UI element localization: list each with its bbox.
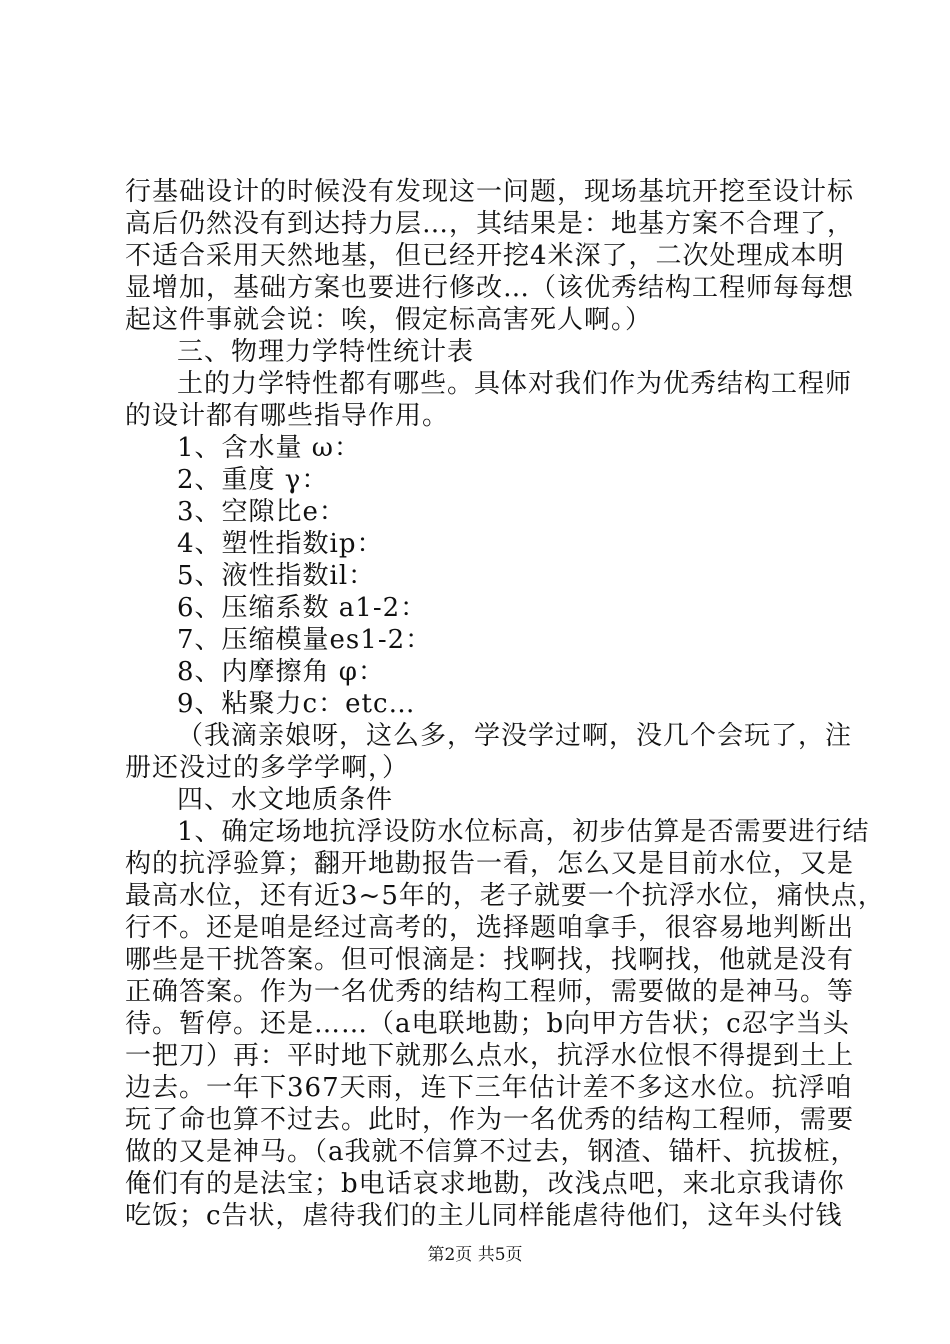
- paragraph-line: 显增加，基础方案也要进行修改…（该优秀结构工程师每每想: [125, 273, 855, 303]
- paragraph-line: 高后仍然没有到达持力层…，其结果是：地基方案不合理了，: [125, 209, 855, 239]
- list-item: 8、内摩擦角 φ：: [177, 657, 386, 687]
- section-heading: 四、水文地质条件: [177, 785, 394, 815]
- paragraph-line: 待。暂停。还是……（a电联地勘；b向甲方告状；c忍字当头: [125, 1009, 850, 1039]
- paragraph-line: （我滴亲娘呀，这么多，学没学过啊，没几个会玩了，注: [177, 721, 853, 751]
- paragraph-line: 册还没过的多学学啊，）: [125, 753, 410, 783]
- paragraph-line: 1、确定场地抗浮设防水位标高，初步估算是否需要进行结: [177, 817, 870, 847]
- list-item: 1、含水量 ω：: [177, 433, 362, 463]
- list-item: 7、压缩模量es1-2：: [177, 625, 433, 655]
- list-item: 4、塑性指数ip：: [177, 529, 384, 559]
- paragraph-line: 起这件事就会说：唉，假定标高害死人啊。）: [125, 305, 653, 335]
- paragraph-line: 吃饭；c告状，虐待我们的主儿同样能虐待他们，这年头付钱: [125, 1201, 843, 1231]
- paragraph-line: 最高水位，还有近3~5年的，老子就要一个抗浮水位，痛快点，: [125, 881, 885, 911]
- paragraph-line: 不适合采用天然地基，但已经开挖4米深了，二次处理成本明: [125, 241, 845, 271]
- paragraph-line: 哪些是干扰答案。但可恨滴是：找啊找，找啊找，他就是没有: [125, 945, 855, 975]
- paragraph-line: 俺们有的是法宝；b电话哀求地勘，改浅点吧，来北京我请你: [125, 1169, 845, 1199]
- list-item: 9、粘聚力c：etc…: [177, 689, 416, 719]
- page-number-footer: 第2页 共5页: [427, 1245, 523, 1265]
- paragraph-line: 行基础设计的时候没有发现这一问题，现场基坑开挖至设计标: [125, 177, 855, 207]
- paragraph-line: 土的力学特性都有哪些。具体对我们作为优秀结构工程师: [177, 369, 853, 399]
- paragraph-line: 的设计都有哪些指导作用。: [125, 401, 450, 431]
- section-heading: 三、物理力学特性统计表: [177, 337, 475, 367]
- paragraph-line: 玩了命也算不过去。此时，作为一名优秀的结构工程师，需要: [125, 1105, 855, 1135]
- paragraph-line: 构的抗浮验算；翻开地勘报告一看，怎么又是目前水位，又是: [125, 849, 855, 879]
- list-item: 6、压缩系数 a1-2：: [177, 593, 428, 623]
- list-item: 3、空隙比e：: [177, 497, 346, 527]
- paragraph-line: 一把刀）再：平时地下就那么点水，抗浮水位恨不得提到土上: [125, 1041, 855, 1071]
- list-item: 2、重度 γ：: [177, 465, 329, 495]
- list-item: 5、液性指数il：: [177, 561, 376, 591]
- paragraph-line: 边去。一年下367天雨，连下三年估计差不多这水位。抗浮咱: [125, 1073, 853, 1103]
- paragraph-line: 行不。还是咱是经过高考的，选择题咱拿手，很容易地判断出: [125, 913, 855, 943]
- paragraph-line: 做的又是神马。（a我就不信算不过去，钢渣、锚杆、抗拔桩，: [125, 1137, 858, 1167]
- paragraph-line: 正确答案。作为一名优秀的结构工程师，需要做的是神马。等: [125, 977, 855, 1007]
